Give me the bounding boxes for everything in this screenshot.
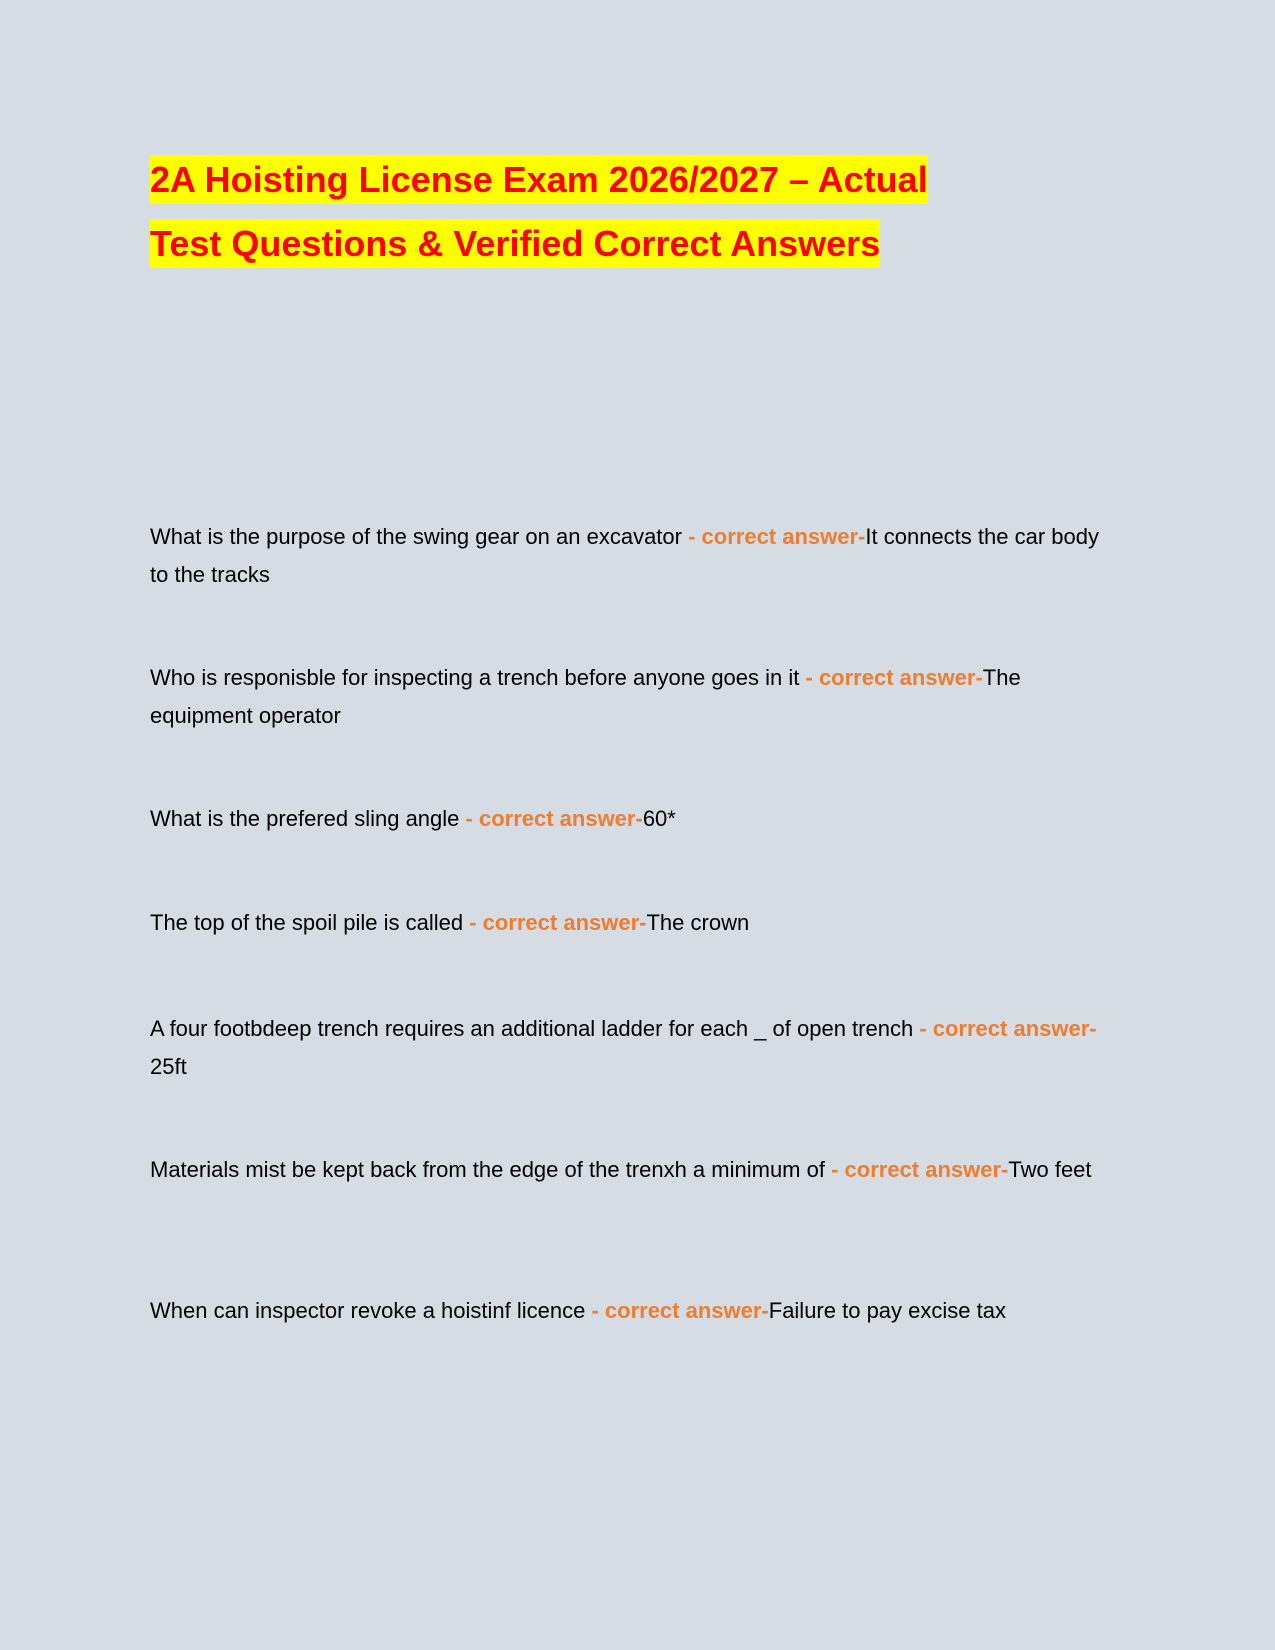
answer-text: Two feet	[1008, 1157, 1092, 1182]
answer-text: 25ft	[150, 1054, 187, 1079]
answer-label: - correct answer-	[831, 1157, 1009, 1182]
answer-text: 60*	[642, 806, 676, 831]
answer-text: The equipment operator	[150, 665, 1021, 728]
answer-text: The crown	[646, 910, 750, 935]
question-text: A four footbdeep trench requires an additional ladder for each _ of open trench	[150, 1016, 920, 1041]
answer-label: - correct answer-	[591, 1298, 769, 1323]
question-text: The top of the spoil pile is called	[150, 910, 470, 935]
document-title	[150, 148, 1150, 276]
qa-item	[150, 1292, 1105, 1330]
question-text: When can inspector revoke a hoistinf licence	[150, 1298, 592, 1323]
question-text: Materials mist be kept back from the edge of the trenxh a minimum of	[150, 1157, 832, 1182]
qa-item	[150, 518, 1105, 594]
question-text: What is the purpose of the swing gear on an excavator	[150, 524, 689, 549]
title-line-2: Test Questions & Verified Correct Answers	[150, 219, 880, 268]
answer-label: - correct answer-	[688, 524, 866, 549]
answer-text: It connects the car body to the tracks	[150, 524, 1099, 587]
title-line-1: 2A Hoisting License Exam 2026/2027 – Actual	[150, 155, 928, 204]
qa-item	[150, 800, 1105, 838]
qa-item	[150, 1151, 1105, 1189]
question-text: Who is responisble for inspecting a trench before anyone goes in it	[150, 665, 806, 690]
qa-item	[150, 659, 1105, 735]
answer-label: - correct answer-	[805, 665, 983, 690]
answer-label: - correct answer-	[465, 806, 643, 831]
answer-text: Failure to pay excise tax	[768, 1298, 1006, 1323]
question-text: What is the prefered sling angle	[150, 806, 466, 831]
qa-item	[150, 904, 1105, 942]
qa-item	[150, 1010, 1105, 1086]
answer-label: - correct answer-	[919, 1016, 1097, 1041]
answer-label: - correct answer-	[469, 910, 647, 935]
